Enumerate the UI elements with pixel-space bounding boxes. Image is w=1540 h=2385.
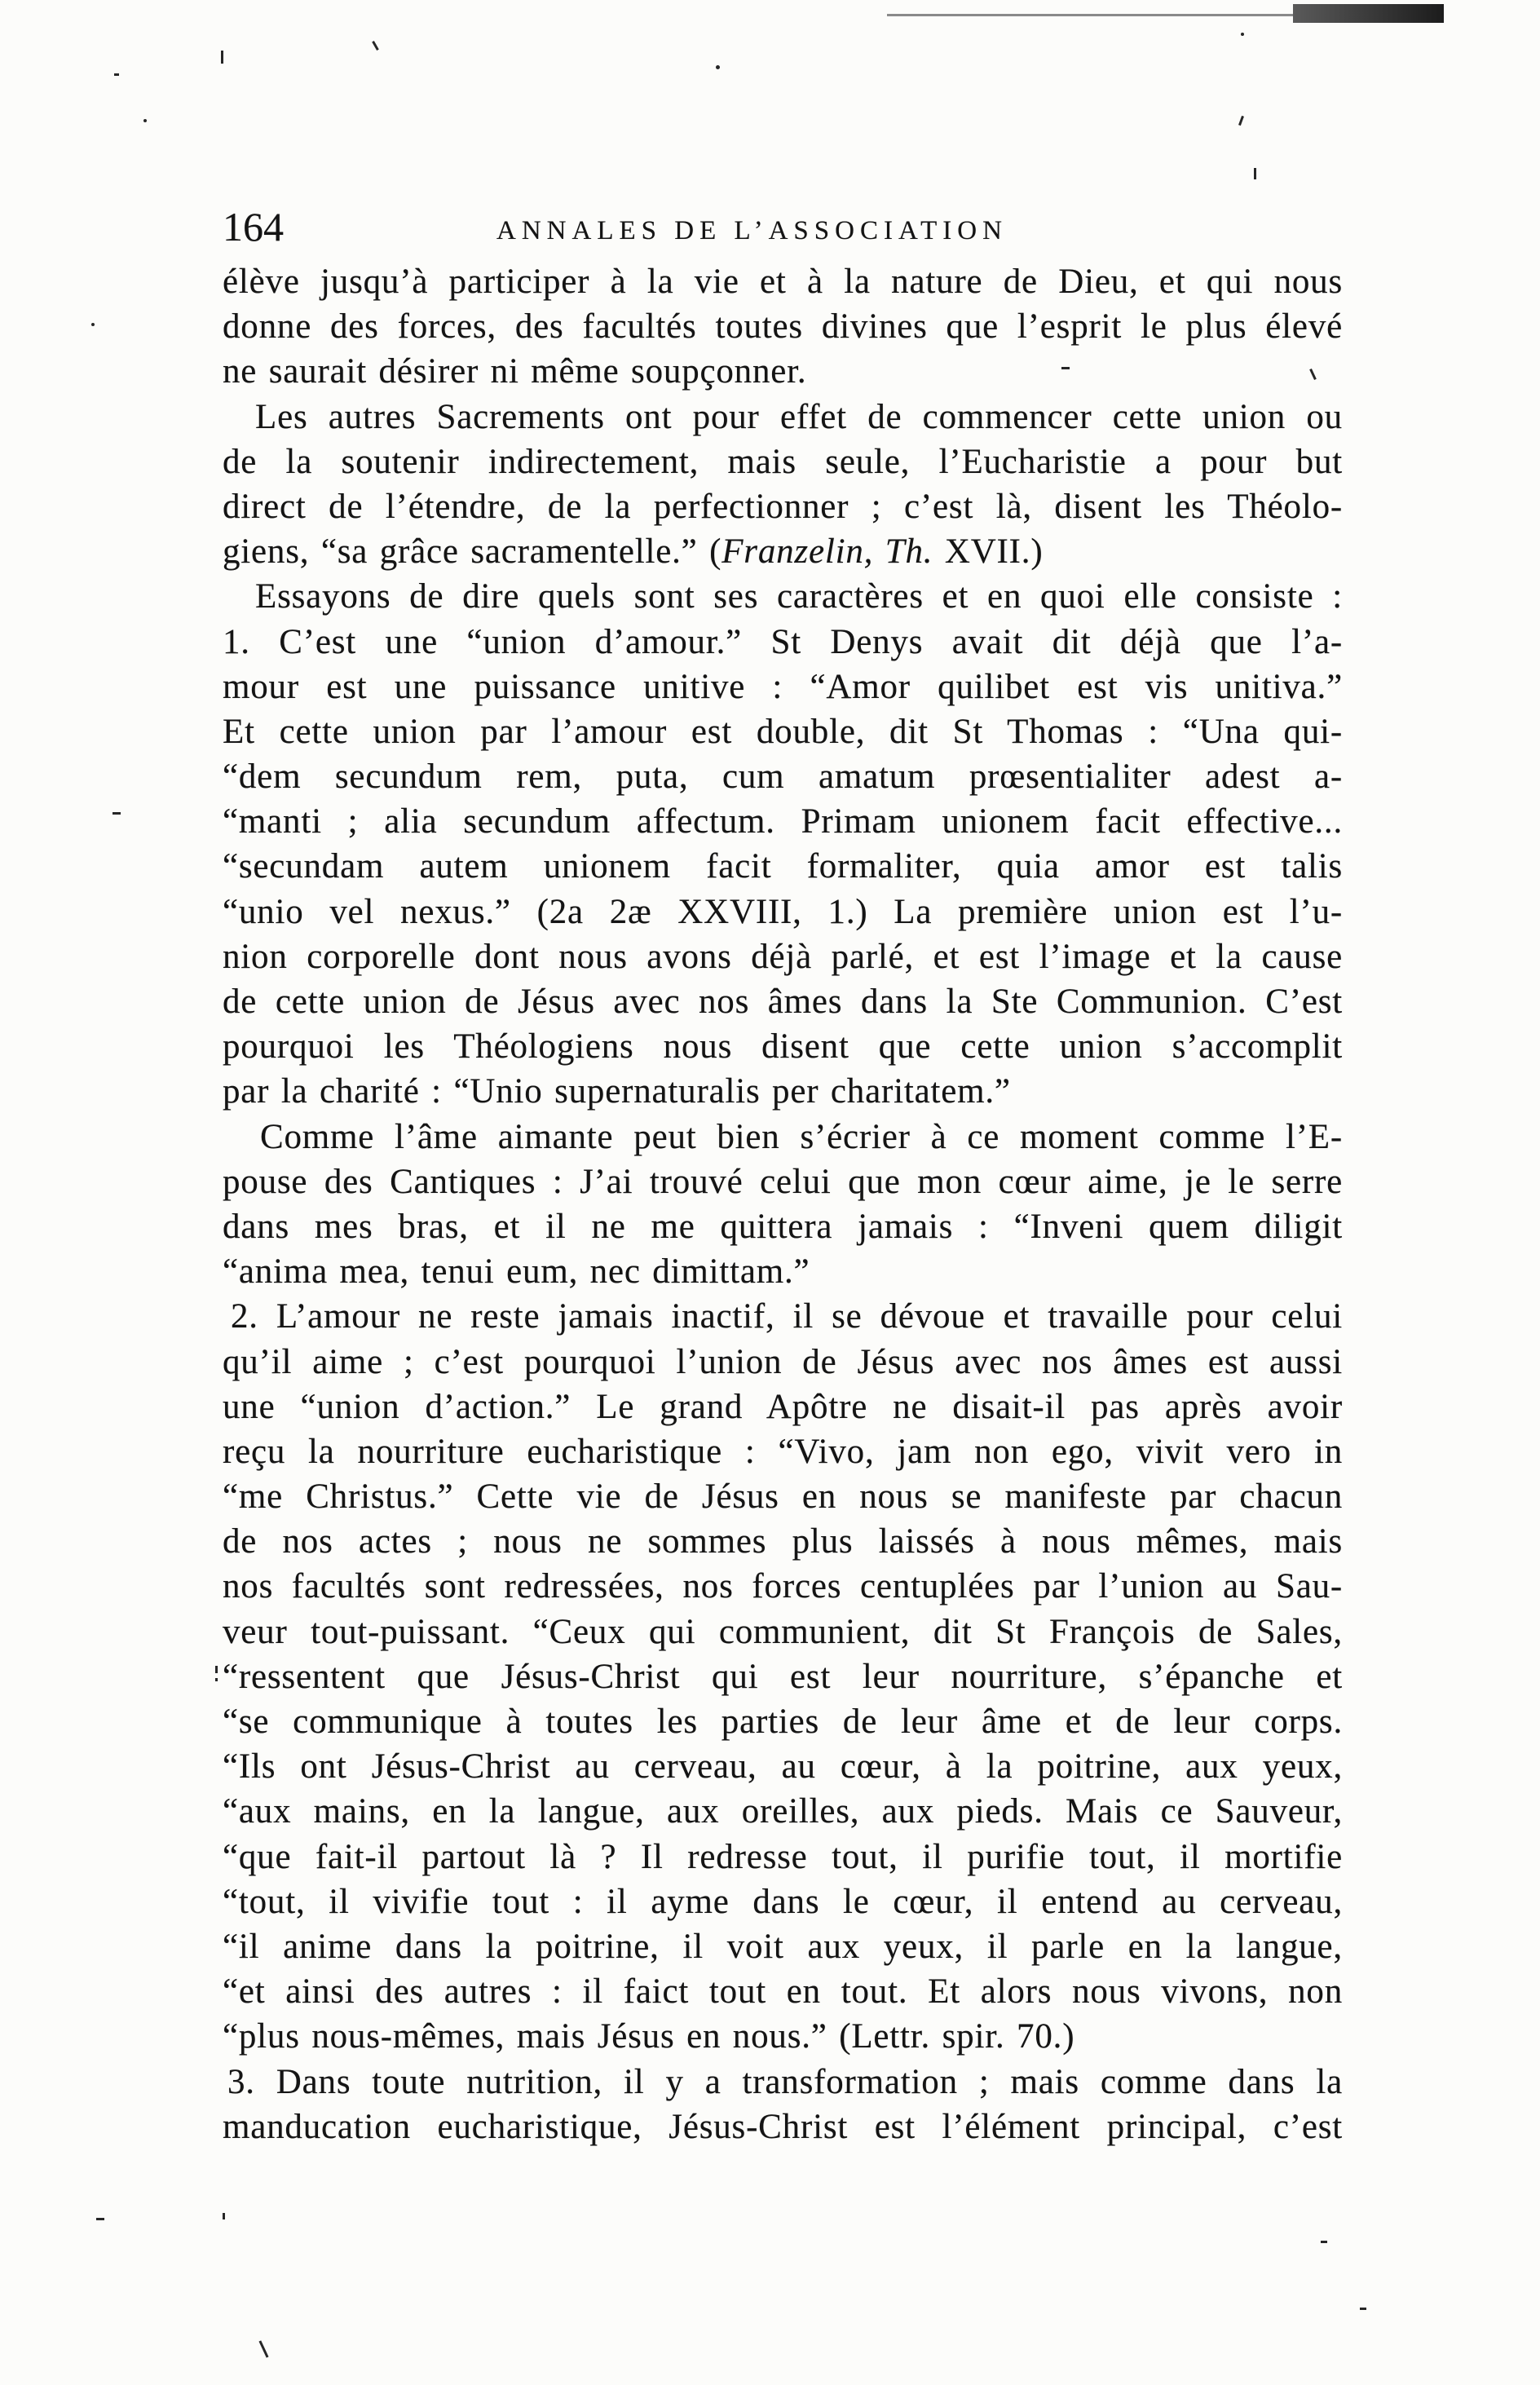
text-line: Comme l’âme aimante peut bien s’écrier à ce moment comme l’E- (260, 1117, 1343, 1156)
text-line: “aux mains, en la langue, aux oreilles, aux pieds. Mais ce Sauveur, (223, 1792, 1343, 1831)
text-line: de cette union de Jésus avec nos âmes dans la Ste Communion. C’est (223, 983, 1343, 1021)
text-line: une “union d’action.” Le grand Apôtre ne disait-il pas après avoir (223, 1387, 1343, 1426)
text-line: nos facultés sont redressées, nos forces centuplées par l’union au Sau- (223, 1567, 1343, 1606)
text-line: “ressentent que Jésus-Christ qui est leur nourriture, s’épanche et (223, 1657, 1343, 1696)
paragraph (223, 395, 1343, 575)
text-line: “secundam autem unionem facit formaliter, quia amor est talis (223, 847, 1343, 886)
text-line: “me Christus.” Cette vie de Jésus en nous se manifeste par chacun (223, 1477, 1343, 1517)
citation-reference: XVII.) (933, 532, 1044, 572)
scan-speck (1360, 2308, 1366, 2310)
scan-speck (221, 51, 223, 64)
text-line: “manti ; alia secundum affectum. Primam unionem facit effective... (223, 802, 1343, 841)
text-line: “il anime dans la poitrine, il voit aux yeux, il parle en la langue, (223, 1927, 1343, 1966)
text-line: par la charité : “Unio supernaturalis per charitatem.” (223, 1072, 1011, 1111)
scan-speck (1321, 2241, 1327, 2243)
text-line: Et cette union par l’amour est double, dit St Thomas : “Una qui- (223, 712, 1343, 751)
text-line: direct de l’étendre, de la perfectionner ; c’est là, disent les Théolo- (223, 487, 1343, 526)
paragraph (223, 2060, 1343, 2149)
scan-speck (716, 65, 720, 69)
citation-author: Franzelin, Th. (721, 532, 933, 572)
text-line: 3. Dans toute nutrition, il y a transformation ; mais comme dans la (227, 2062, 1343, 2101)
text-line: de nos actes ; nous ne sommes plus laissés à nous mêmes, mais (223, 1522, 1343, 1561)
scan-speck (1241, 33, 1244, 36)
scan-speck (372, 41, 379, 51)
text-line: ne saurait désirer ni même soupçonner. (223, 352, 807, 391)
text-line: nion corporelle dont nous avons déjà parlé, et est l’image et la cause (223, 937, 1343, 976)
scan-edge-bar (1293, 4, 1444, 23)
text-line (223, 529, 1343, 574)
text-line: Essayons de dire quels sont ses caractères et en quoi elle consiste : (255, 577, 1343, 616)
scan-edge-line (887, 14, 1295, 16)
page-number: 164 (223, 204, 284, 250)
text-line: reçu la nourriture eucharistique : “Vivo, jam non ego, vivit vero in (223, 1432, 1343, 1471)
paragraph (223, 620, 1343, 1115)
scan-speck (215, 1678, 218, 1681)
text-line: de la soutenir indirectement, mais seule, l’Eucharistie a pour but (223, 442, 1343, 481)
text-line: “anima mea, tenui eum, nec dimittam.” (223, 1252, 810, 1292)
paragraph (223, 259, 1343, 395)
text-line: mour est une puissance unitive : “Amor quilibet est vis unitiva.” (223, 667, 1343, 706)
scan-speck (215, 1666, 218, 1673)
scan-speck (258, 2340, 268, 2357)
text-line: 2. L’amour ne reste jamais inactif, il se dévoue et travaille pour celui (231, 1297, 1343, 1336)
paragraph (223, 1294, 1343, 2059)
text-line: pourquoi les Théologiens nous disent que cette union s’accomplit (223, 1027, 1343, 1067)
text-line: qu’il aime ; c’est pourquoi l’union de Jésus avec nos âmes est aussi (223, 1342, 1343, 1381)
text-line: “tout, il vivifie tout : il ayme dans le cœur, il entend au cerveau, (223, 1882, 1343, 1921)
text-line: “et ainsi des autres : il faict tout en tout. Et alors nous vivons, non (223, 1972, 1343, 2012)
text-line: “que fait-il partout là ? Il redresse tout, il purifie tout, il mortifie (223, 1837, 1343, 1876)
text-line: “unio vel nexus.” (2a 2æ XXVIII, 1.) La première union est l’u- (223, 892, 1343, 931)
scan-speck (1238, 116, 1244, 126)
scan-speck (113, 812, 121, 815)
text-line: “dem secundum rem, puta, cum amatum prœsentialiter adest a- (223, 757, 1343, 797)
text-line: donne des forces, des facultés toutes divines que l’esprit le plus élevé (223, 307, 1343, 347)
text-line: pouse des Cantiques : J’ai trouvé celui que mon cœur aime, je le serre (223, 1162, 1343, 1201)
text-line: dans mes bras, et il ne me quittera jamais : “Inveni quem diligit (223, 1207, 1343, 1246)
text-line: élève jusqu’à participer à la vie et à la nature de Dieu, et qui nous (223, 263, 1343, 301)
scan-speck (114, 73, 119, 76)
text-line: “se communique à toutes les parties de leur âme et de leur corps. (223, 1703, 1343, 1741)
scan-speck (223, 2213, 225, 2219)
text-line: manducation eucharistique, Jésus-Christ est l’élément principal, c’est (223, 2107, 1343, 2146)
paragraph (223, 574, 1343, 619)
scan-speck (143, 119, 147, 122)
text-line: “plus nous-mêmes, mais Jésus en nous.” (Lettr. spir. 70.) (223, 2017, 1075, 2056)
paragraph (223, 1115, 1343, 1295)
running-head: ANNALES DE L’ASSOCIATION (496, 216, 1008, 245)
scan-speck (1254, 168, 1256, 179)
quoted-text: giens, “sa grâce sacramentelle.” ( (223, 532, 722, 572)
scan-speck (91, 323, 95, 326)
text-line: “Ils ont Jésus-Christ au cerveau, au cœur, à la poitrine, aux yeux, (223, 1747, 1343, 1787)
page-body (223, 259, 1343, 2149)
scan-speck (96, 2218, 104, 2220)
text-line: 1. C’est une “union d’amour.” St Denys avait dit déjà que l’a- (223, 622, 1343, 661)
text-line: Les autres Sacrements ont pour effet de commencer cette union ou (255, 397, 1343, 436)
text-line: veur tout-puissant. “Ceux qui communient, dit St François de Sales, (223, 1612, 1343, 1651)
